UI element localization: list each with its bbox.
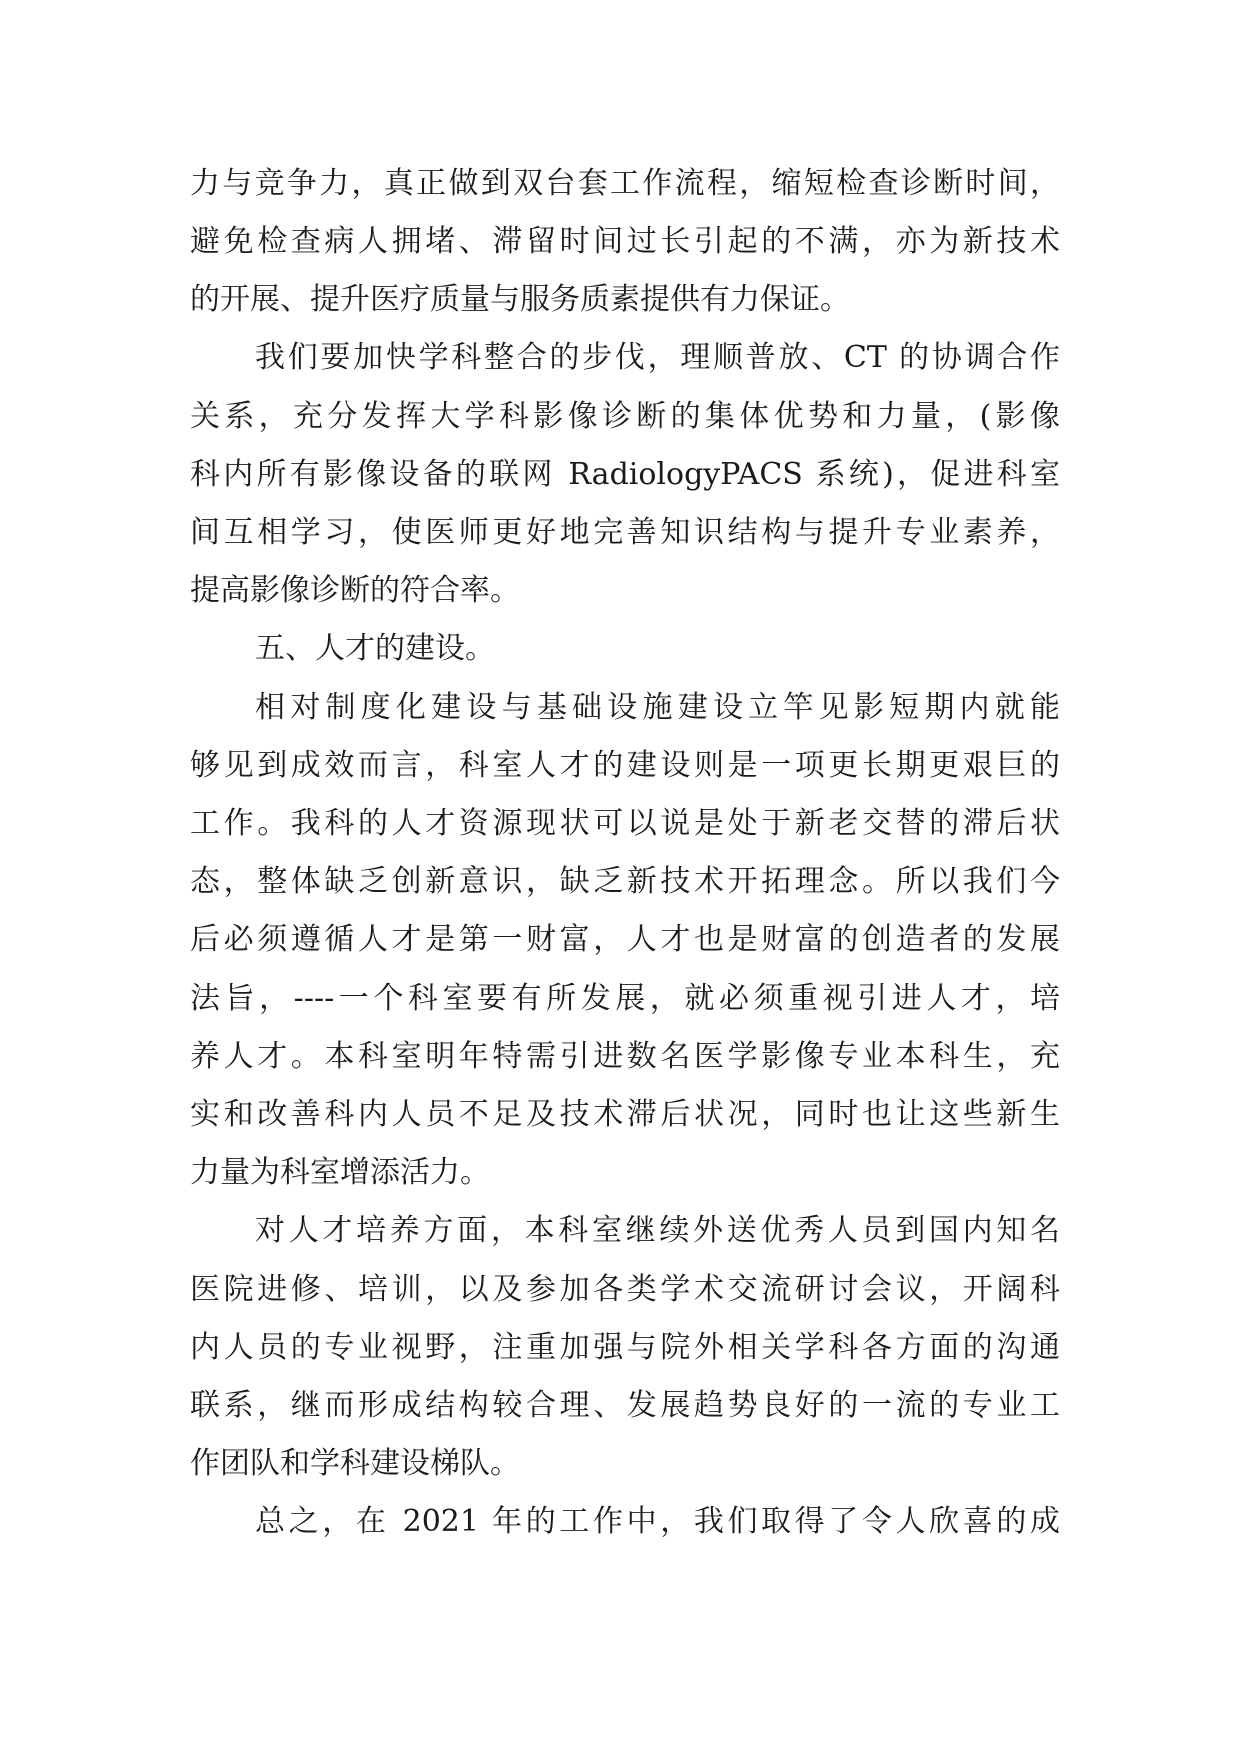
text-line: 够见到成效而言，科室人才的建设则是一项更长期更艰巨的 [190, 748, 1060, 783]
text-line: 对人才培养方面，本科室继续外送优秀人员到国内知名 [255, 1213, 1060, 1248]
text-line: 法旨，----一个科室要有所发展，就必须重视引进人才，培 [190, 981, 1060, 1016]
text-line: 医院进修、培训，以及参加各类学术交流研讨会议，开阔科 [190, 1272, 1060, 1307]
text-line: 避免检查病人拥堵、滞留时间过长引起的不满，亦为新技术 [190, 224, 1060, 259]
text-line: 实和改善科内人员不足及技术滞后状况，同时也让这些新生 [190, 1097, 1060, 1132]
section-heading: 五、人才的建设。 [255, 631, 495, 666]
text-line: 总之，在 2021 年的工作中，我们取得了令人欣喜的成 [255, 1504, 1060, 1539]
text-line: 的开展、提升医疗质量与服务质素提供有力保证。 [190, 282, 850, 317]
text-line: 我们要加快学科整合的步伐，理顺普放、CT 的协调合作 [255, 340, 1060, 375]
text-line: 联系，继而形成结构较合理、发展趋势良好的一流的专业工 [190, 1388, 1060, 1423]
text-line: 态，整体缺乏创新意识，缺乏新技术开拓理念。所以我们今 [190, 864, 1060, 899]
text-line: 力量为科室增添活力。 [190, 1155, 490, 1190]
text-line: 工作。我科的人才资源现状可以说是处于新老交替的滞后状 [190, 806, 1060, 841]
text-line: 提高影像诊断的符合率。 [190, 573, 520, 608]
text-line: 内人员的专业视野，注重加强与院外相关学科各方面的沟通 [190, 1330, 1060, 1365]
text-line: 科内所有影像设备的联网 RadiologyPACS 系统)，促进科室 [190, 457, 1060, 492]
text-line: 间互相学习，使医师更好地完善知识结构与提升专业素养， [190, 515, 1060, 550]
text-line: 相对制度化建设与基础设施建设立竿见影短期内就能 [255, 690, 1060, 725]
text-line: 作团队和学科建设梯队。 [190, 1446, 520, 1481]
text-line: 力与竞争力，真正做到双台套工作流程，缩短检查诊断时间， [190, 166, 1060, 201]
text-line: 后必须遵循人才是第一财富，人才也是财富的创造者的发展 [190, 922, 1060, 957]
text-line: 养人才。本科室明年特需引进数名医学影像专业本科生，充 [190, 1039, 1060, 1074]
text-line: 关系，充分发挥大学科影像诊断的集体优势和力量，(影像 [190, 399, 1060, 434]
